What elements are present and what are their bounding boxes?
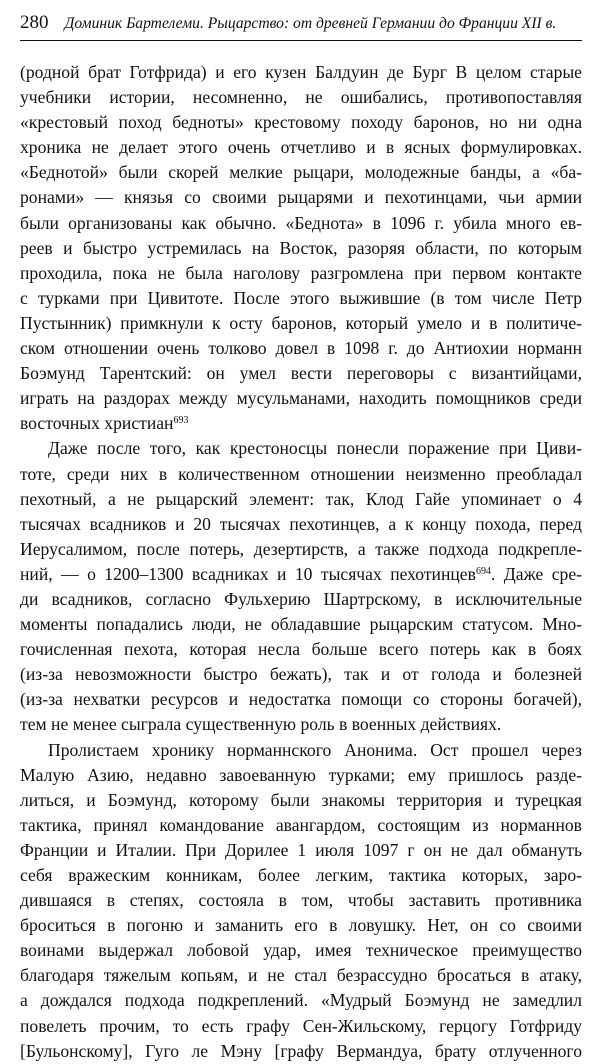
text-line: ди всадников, согласно Фульхерию Шартрскому, в исключительные xyxy=(20,588,582,609)
text-line: моменты попадались люди, не обладавшие рыцарским статусом. Мно- xyxy=(20,614,582,635)
text-line: а дождался подхода подкреплений. «Мудрый Боэмунд не замедлил xyxy=(20,990,582,1011)
text-line: тысячах всадников и 20 тысячах пехотинцев, а к концу похода, перед xyxy=(20,513,582,534)
text-line: тактика, принял командование авангардом, состоящим из норманнов xyxy=(20,814,582,835)
page-number: 280 xyxy=(20,12,49,33)
text-line: были организованы как обычно. «Беднота» в 1096 г. убила много ев- xyxy=(20,212,582,233)
footnote-marker: 693 xyxy=(173,415,189,427)
line-text: . Даже сре- xyxy=(490,563,583,584)
line-text: восточных христиан xyxy=(20,413,174,434)
text-line: броситься в погоню и заманить его в ловушку. Нет, он со своими xyxy=(20,915,582,936)
line-text: ний, — о 1200–1300 всадниках и 10 тысячах пехотинцев xyxy=(20,563,476,584)
text-line: ронами» — князья со своими рыцарями и пехотинцами, чьи армии xyxy=(20,187,582,208)
text-line: реев и быстро устремилась на Восток, разоряя области, по которым xyxy=(20,237,582,258)
text-line: хроника не делает этого очень отчетливо и в ясных формулировках. xyxy=(20,137,582,158)
text-line xyxy=(20,562,582,587)
text-line xyxy=(20,411,582,436)
text-line: воинами выдержал лобовой удар, имея техническое преимущество xyxy=(20,940,582,961)
text-line: (из-за невозможности быстро бежать), так и от голода и болезней xyxy=(20,664,582,685)
text-line: благодаря тяжелым копьям, и не стал безрассудно бросаться в атаку, xyxy=(20,965,582,986)
running-title: Доминик Бартелеми. Рыцарство: от древней Германии до Франции XII в. xyxy=(64,15,557,32)
text-line: Иерусалимом, после потерь, дезертирств, а также подхода подкрепле- xyxy=(20,538,582,559)
text-line: Даже после того, как крестоносцы понесли поражение при Циви- xyxy=(48,438,582,459)
text-line: играть на раздорах между мусульманами, находить помощников среди xyxy=(20,388,582,409)
text-line: Франции и Италии. При Дорилее 1 июля 1097 г он не дал обмануть xyxy=(20,839,582,860)
text-line: пехотный, а не рыцарский элемент: так, Клод Гайе упоминает о 4 xyxy=(20,488,582,509)
text-line: гочисленная пехота, которая несла больше всего потерь как в боях xyxy=(20,639,582,660)
text-line: повелеть прочим, то есть графу Сен-Жильскому, герцогу Готфриду xyxy=(20,1015,582,1036)
text-line: «крестовый поход бедноты» крестовому походу баронов, но ни одна xyxy=(20,112,582,133)
text-line: тоте, среди них в количественном отношении неизменно преобладал xyxy=(20,463,582,484)
text-line: [Бульонскому], Гуго ле Мэну [графу Вермандуа, брату отлученного xyxy=(20,1040,582,1061)
text-line: ском отношении очень толково довел в 1098 г. до Антиохии норманн xyxy=(20,338,582,359)
text-line: «Беднотой» были скорей мелкие рыцари, молодежные банды, а «ба- xyxy=(20,162,582,183)
text-line: (из-за нехватки ресурсов и недостатка помощи со стороны богачей), xyxy=(20,689,582,710)
text-line: с турками при Цивитоте. После этого выжившие (в том числе Петр xyxy=(20,287,582,308)
header-rule xyxy=(20,40,582,41)
text-line: Малую Азию, недавно завоеванную турками; ему пришлось разде- xyxy=(20,764,582,785)
text-line: Пустынник) примкнули к осту баронов, который умело и в политиче- xyxy=(20,312,582,333)
text-line: Пролистаем хронику норманнского Анонима. Ост прошел через xyxy=(48,739,582,760)
text-line: (родной брат Готфрида) и его кузен Балдуин де Бург В целом старые xyxy=(20,62,582,82)
running-header xyxy=(20,12,582,42)
text-line: литься, и Боэмунд, которому были знакомы территория и турецкая xyxy=(20,789,582,810)
text-line: себя вражеским конникам, более легким, тактика которых, заро- xyxy=(20,865,582,885)
text-line: учебники истории, несомненно, не ошибались, противопоставляя xyxy=(20,87,582,108)
footnote-marker: 694 xyxy=(475,565,491,577)
text-line: Боэмунд Тарентский: он умел вести переговоры с византийцами, xyxy=(20,363,582,384)
text-line: дившаяся в степях, состояла в том, чтобы заставить противника xyxy=(20,890,582,911)
body-text xyxy=(20,60,582,1064)
text-line: проходила, пока не была наголову разгромлена при первом контакте xyxy=(20,262,582,283)
text-line: тем не менее сыграла существенную роль в военных действиях. xyxy=(20,714,502,735)
